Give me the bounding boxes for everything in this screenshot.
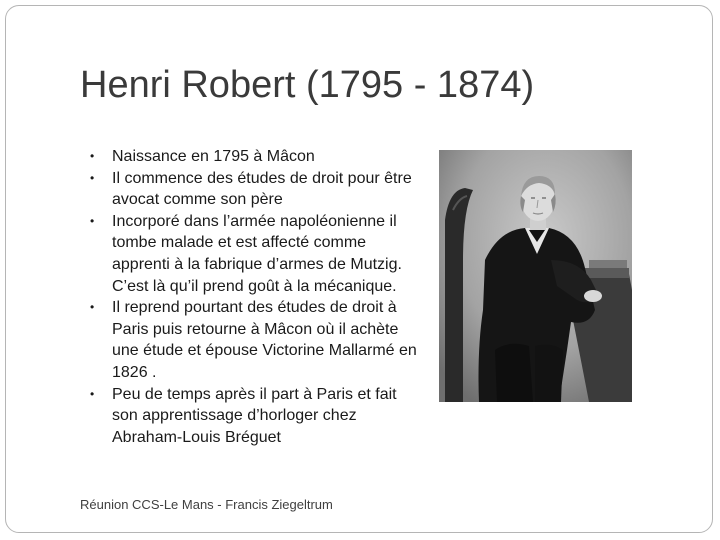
bullet-item	[86, 297, 426, 383]
bullet-icon: •	[90, 149, 95, 163]
bullet-item	[86, 384, 426, 449]
bullet-item	[86, 168, 426, 211]
bullet-text: Naissance en 1795 à Mâcon	[112, 148, 315, 165]
bullet-list	[86, 146, 426, 448]
slide-title: Henri Robert (1795 - 1874)	[80, 64, 535, 106]
slide-footer: Réunion CCS-Le Mans - Francis Ziegeltrum	[80, 497, 333, 512]
bullet-icon: •	[90, 386, 95, 401]
bullet-icon: •	[90, 170, 95, 185]
portrait-illustration	[439, 150, 632, 402]
bullet-icon: •	[90, 300, 95, 315]
bullet-item	[86, 211, 426, 297]
bullet-text: Il commence des études de droit pour être avocat comme son père	[112, 169, 412, 209]
bullet-text: Incorporé dans l’armée napoléonienne il tombe malade et est affecté comme apprenti à la fabrique d’armes de Mutzig. C’est là qu’il prend goût à la mécanique.	[112, 212, 402, 295]
slide	[5, 5, 713, 533]
bullet-text: Il reprend pourtant des études de droit à Paris puis retourne à Mâcon où il achète une étude et épouse Victorine Mallarmé en 1826 .	[112, 299, 417, 381]
portrait-photo	[439, 150, 632, 402]
bullet-item	[86, 146, 426, 168]
bullet-icon: •	[90, 213, 95, 228]
bullet-text: Peu de temps après il part à Paris et fait son apprentissage d’horloger chez Abraham-Louis Bréguet	[112, 385, 397, 446]
